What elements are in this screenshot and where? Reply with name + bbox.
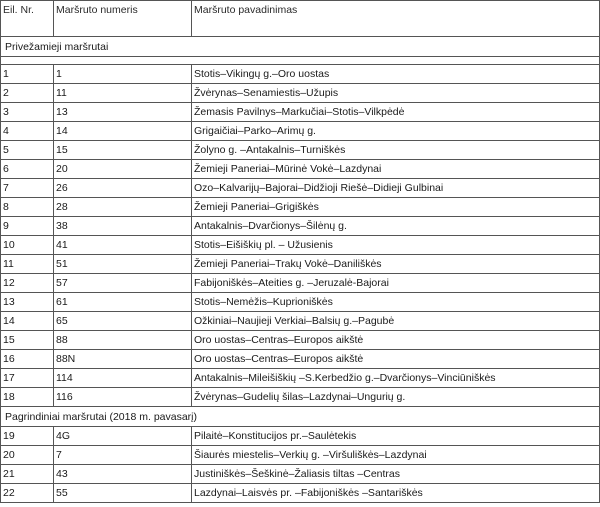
route-name: Grigaičiai–Parko–Arimų g. xyxy=(192,122,600,141)
route-name: Žemieji Paneriai–Mūrinė Vokė–Lazdynai xyxy=(192,160,600,179)
table-row xyxy=(1,427,600,446)
table-row xyxy=(1,465,600,484)
row-nr: 4 xyxy=(1,122,54,141)
spacer-row xyxy=(1,57,600,65)
route-number: 43 xyxy=(54,465,192,484)
header-nr: Eil. Nr. xyxy=(1,1,54,37)
row-nr: 3 xyxy=(1,103,54,122)
table-row xyxy=(1,274,600,293)
table-row xyxy=(1,255,600,274)
row-nr: 13 xyxy=(1,293,54,312)
route-name: Ozo–Kalvarijų–Bajorai–Didžioji Riešė–Didieji Gulbinai xyxy=(192,179,600,198)
header-route-number: Maršruto numeris xyxy=(54,1,192,37)
header-row xyxy=(1,1,600,37)
route-number: 4G xyxy=(54,427,192,446)
row-nr: 8 xyxy=(1,198,54,217)
route-number: 65 xyxy=(54,312,192,331)
row-nr: 11 xyxy=(1,255,54,274)
route-number: 51 xyxy=(54,255,192,274)
row-nr: 19 xyxy=(1,427,54,446)
header-route-name: Maršruto pavadinimas xyxy=(192,1,600,37)
table-row xyxy=(1,65,600,84)
table-row xyxy=(1,293,600,312)
route-number: 88 xyxy=(54,331,192,350)
route-number: 26 xyxy=(54,179,192,198)
table-row xyxy=(1,484,600,503)
route-number: 61 xyxy=(54,293,192,312)
route-name: Fabijoniškės–Ateities g. –Jeruzalė-Bajorai xyxy=(192,274,600,293)
row-nr: 22 xyxy=(1,484,54,503)
table-row xyxy=(1,122,600,141)
row-nr: 20 xyxy=(1,446,54,465)
route-name: Antakalnis–Mileišiškių –S.Kerbedžio g.–Dvarčionys–Vinciūniškės xyxy=(192,369,600,388)
route-number: 116 xyxy=(54,388,192,407)
row-nr: 16 xyxy=(1,350,54,369)
route-name: Stotis–Vikingų g.–Oro uostas xyxy=(192,65,600,84)
row-nr: 1 xyxy=(1,65,54,84)
route-name: Žemieji Paneriai–Trakų Vokė–Daniliškės xyxy=(192,255,600,274)
route-number: 88N xyxy=(54,350,192,369)
row-nr: 12 xyxy=(1,274,54,293)
route-number: 57 xyxy=(54,274,192,293)
table-row xyxy=(1,217,600,236)
row-nr: 21 xyxy=(1,465,54,484)
table-row xyxy=(1,312,600,331)
table-row xyxy=(1,84,600,103)
table-row xyxy=(1,103,600,122)
table-row xyxy=(1,179,600,198)
route-name: Žolyno g. –Antakalnis–Turniškės xyxy=(192,141,600,160)
route-name: Žvėrynas–Senamiestis–Užupis xyxy=(192,84,600,103)
route-table-body xyxy=(1,37,600,503)
route-name: Oro uostas–Centras–Europos aikštė xyxy=(192,350,600,369)
table-row xyxy=(1,388,600,407)
section-header-row xyxy=(1,37,600,57)
route-number: 41 xyxy=(54,236,192,255)
route-name: Žvėrynas–Gudelių šilas–Lazdynai–Ungurių g. xyxy=(192,388,600,407)
route-number: 114 xyxy=(54,369,192,388)
section-header-row xyxy=(1,407,600,427)
route-name: Antakalnis–Dvarčionys–Šilėnų g. xyxy=(192,217,600,236)
route-number: 38 xyxy=(54,217,192,236)
route-name: Justiniškės–Šeškinė–Žaliasis tiltas –Centras xyxy=(192,465,600,484)
route-number: 14 xyxy=(54,122,192,141)
row-nr: 17 xyxy=(1,369,54,388)
route-name: Žemieji Paneriai–Grigiškės xyxy=(192,198,600,217)
route-name: Stotis–Nemėžis–Kuprioniškės xyxy=(192,293,600,312)
route-number: 55 xyxy=(54,484,192,503)
table-row xyxy=(1,369,600,388)
route-name: Žemasis Pavilnys–Markučiai–Stotis–Vilkpėdė xyxy=(192,103,600,122)
row-nr: 9 xyxy=(1,217,54,236)
route-number: 11 xyxy=(54,84,192,103)
route-number: 13 xyxy=(54,103,192,122)
table-row xyxy=(1,331,600,350)
route-number: 1 xyxy=(54,65,192,84)
row-nr: 5 xyxy=(1,141,54,160)
table-row xyxy=(1,350,600,369)
row-nr: 15 xyxy=(1,331,54,350)
route-name: Šiaurės miestelis–Verkių g. –Viršuliškės–Lazdynai xyxy=(192,446,600,465)
row-nr: 6 xyxy=(1,160,54,179)
route-name: Pilaitė–Konstitucijos pr.–Saulėtekis xyxy=(192,427,600,446)
table-row xyxy=(1,446,600,465)
table-row xyxy=(1,236,600,255)
table-row xyxy=(1,141,600,160)
route-name: Stotis–Eišiškių pl. – Užusienis xyxy=(192,236,600,255)
route-number: 15 xyxy=(54,141,192,160)
spacer-cell xyxy=(1,57,600,65)
row-nr: 14 xyxy=(1,312,54,331)
row-nr: 18 xyxy=(1,388,54,407)
route-name: Oro uostas–Centras–Europos aikštė xyxy=(192,331,600,350)
section-title: Pagrindiniai maršrutai (2018 m. pavasarį) xyxy=(1,407,600,427)
table-row xyxy=(1,160,600,179)
row-nr: 2 xyxy=(1,84,54,103)
row-nr: 10 xyxy=(1,236,54,255)
section-title: Privežamieji maršrutai xyxy=(1,37,600,57)
row-nr: 7 xyxy=(1,179,54,198)
route-number: 7 xyxy=(54,446,192,465)
route-name: Lazdynai–Laisvės pr. –Fabijoniškės –Santariškės xyxy=(192,484,600,503)
table-row xyxy=(1,198,600,217)
route-name: Ožkiniai–Naujieji Verkiai–Balsių g.–Pagubė xyxy=(192,312,600,331)
route-number: 20 xyxy=(54,160,192,179)
route-number: 28 xyxy=(54,198,192,217)
